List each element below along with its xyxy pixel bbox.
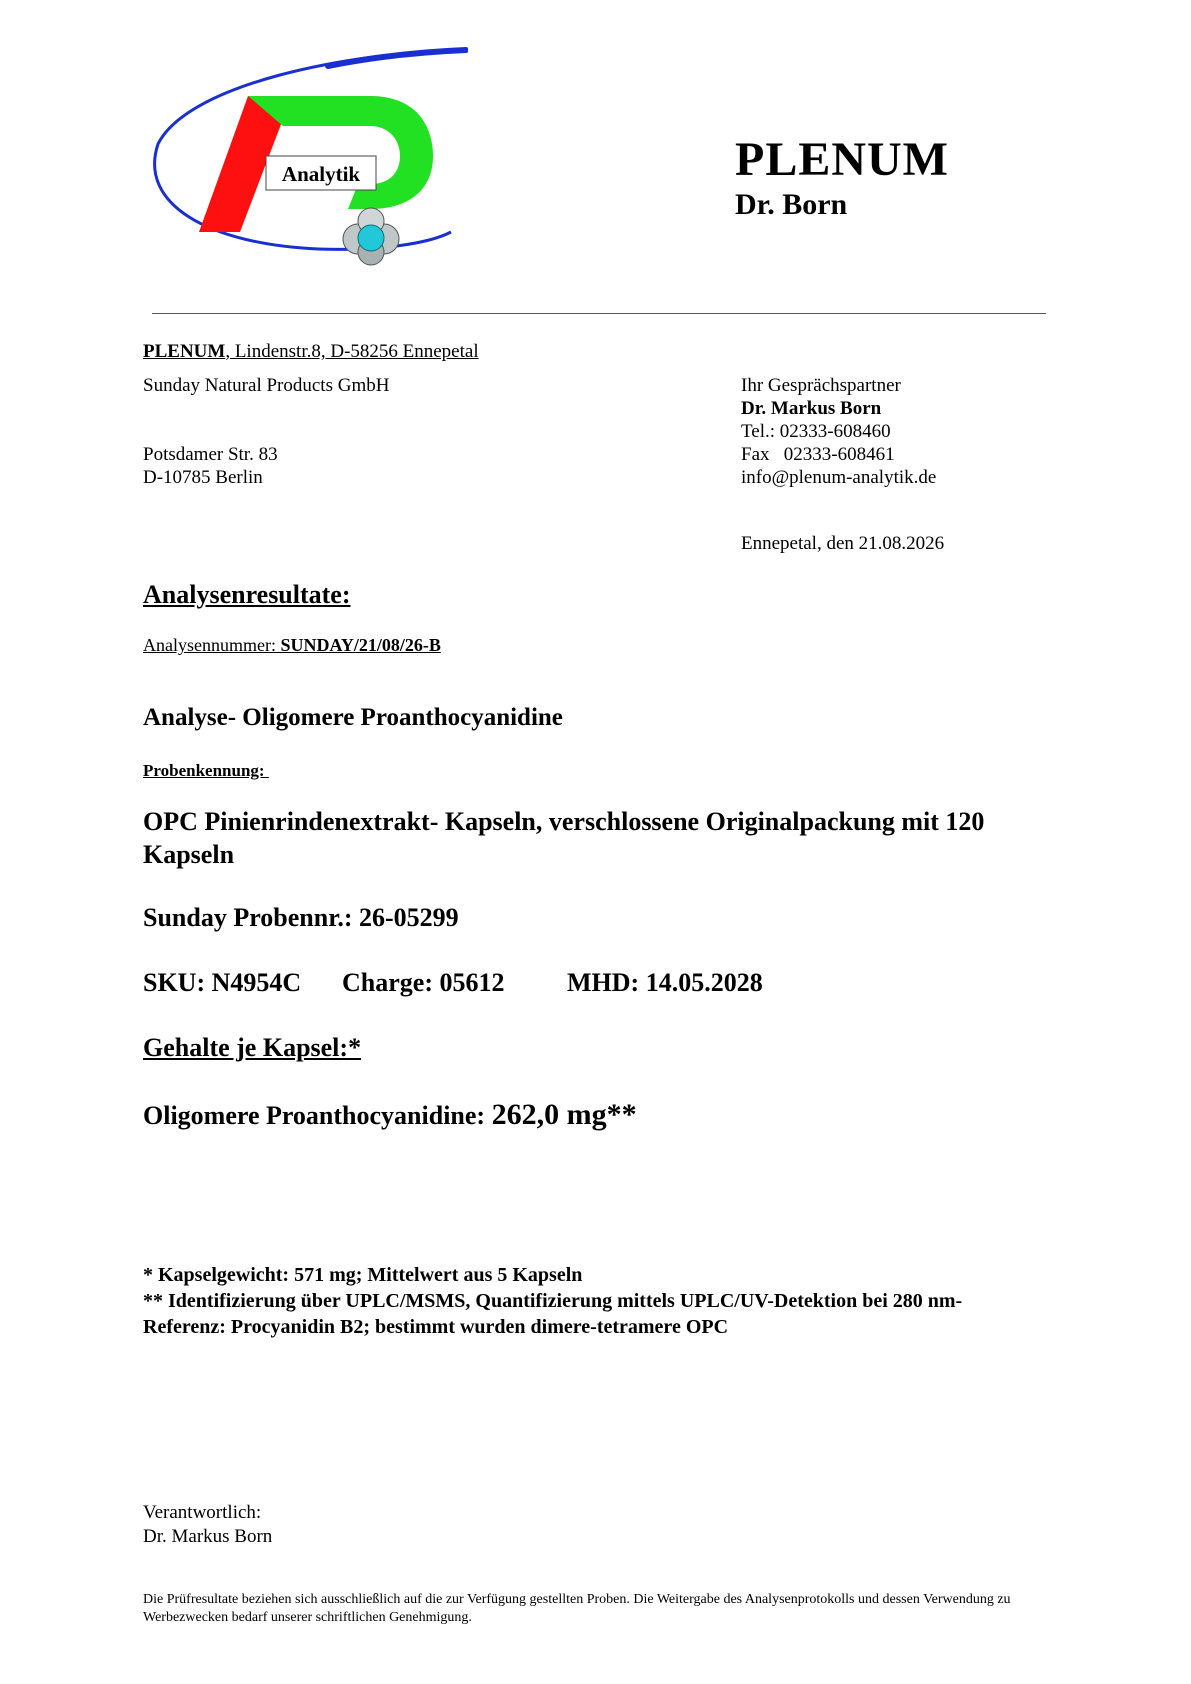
sku-value: SKU: N4954C <box>143 968 302 997</box>
molecule-icon <box>343 208 399 265</box>
recipient-company: Sunday Natural Products GmbH <box>143 375 390 396</box>
header-divider <box>152 313 1046 314</box>
results-heading: Analysenresultate: <box>143 580 351 609</box>
recipient-street: Potsdamer Str. 83 <box>143 444 278 465</box>
brand-name: PLENUM <box>735 133 949 186</box>
result-value: 262,0 mg** <box>491 1098 637 1131</box>
analysis-title: Analyse- Oligomere Proanthocyanidine <box>143 704 563 731</box>
logo-green-p <box>248 96 433 209</box>
mhd-value: MHD: 14.05.2028 <box>567 968 763 997</box>
charge-value: Charge: 05612 <box>342 968 505 997</box>
logo-orbit-thick <box>328 50 466 66</box>
footnote-3: Referenz: Procyanidin B2; bestimmt wurden dimere-tetramere OPC <box>143 1316 729 1338</box>
probenkennung-label: Probenkennung: <box>143 761 269 780</box>
disclaimer: Die Prüfresultate beziehen sich ausschließlich auf die zur Verfügung gestellten Proben. Die Weitergabe des Analysenprotokolls und dessen Verwendung zu Werbezwecken bedarf unserer schriftlichen Genehmigung. <box>143 1592 1011 1625</box>
contact-email[interactable]: info@plenum-analytik.de <box>741 467 937 488</box>
analysis-number-value: SUNDAY/21/08/26-B <box>280 635 441 655</box>
sample-number: Sunday Probennr.: 26-05299 <box>143 903 459 932</box>
analysis-number-label: Analysennummer: <box>143 635 281 655</box>
plenum-analytik-logo <box>148 44 468 284</box>
recipient-city: D-10785 Berlin <box>143 467 263 488</box>
contact-tel: Tel.: 02333-608460 <box>741 421 891 442</box>
responsible-name: Dr. Markus Born <box>143 1526 273 1547</box>
result-line <box>143 1098 637 1132</box>
responsible-label: Verantwortlich: <box>143 1502 262 1523</box>
brand-subtitle: Dr. Born <box>735 188 848 221</box>
footnote-1: * Kapselgewicht: 571 mg; Mittelwert aus 5 Kapseln <box>143 1264 583 1286</box>
sender-name: PLENUM <box>143 341 226 362</box>
contact-fax: Fax 02333-608461 <box>741 444 895 465</box>
sender-street: , Lindenstr.8, D-58256 Ennepetal <box>225 341 479 362</box>
sample-description: OPC Pinienrindenextrakt- Kapseln, verschlossene Originalpackung mit 120 Kapseln <box>143 807 985 869</box>
contact-label: Ihr Gesprächspartner <box>741 375 901 396</box>
contact-name: Dr. Markus Born <box>741 398 882 419</box>
sender-address <box>143 341 479 363</box>
logo-label-text: Analytik <box>281 162 361 186</box>
content-heading: Gehalte je Kapsel:* <box>143 1033 362 1062</box>
footnote-2: ** Identifizierung über UPLC/MSMS, Quantifizierung mittels UPLC/UV-Detektion bei 280 nm- <box>143 1290 963 1312</box>
analysis-number <box>143 635 441 656</box>
date-line: Ennepetal, den 21.08.2026 <box>741 533 945 554</box>
result-label: Oligomere Proanthocyanidine: <box>143 1101 492 1130</box>
